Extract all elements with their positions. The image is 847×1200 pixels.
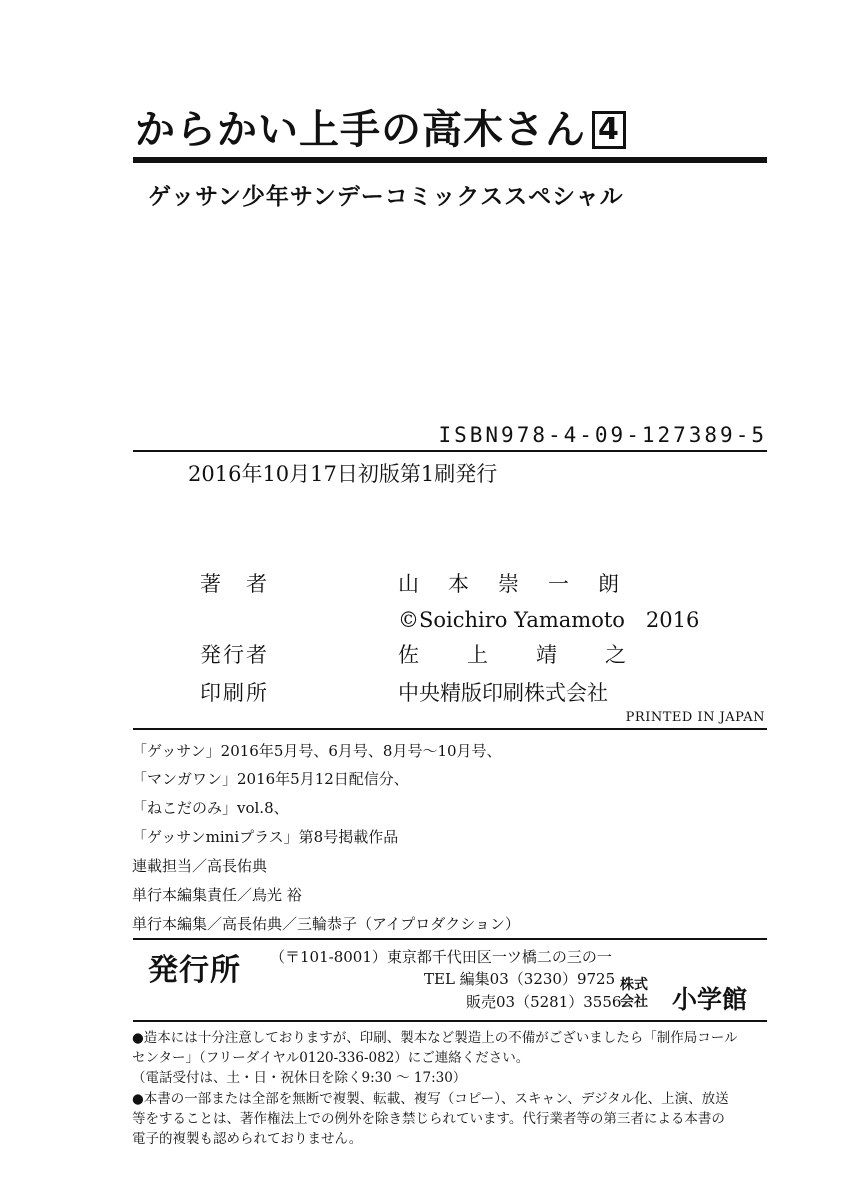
editor-in-charge: 連載担当／高長佑典 bbox=[132, 857, 268, 875]
company-type bbox=[620, 977, 648, 1011]
series-name: ゲッサン少年サンデーコミックススペシャル bbox=[148, 184, 624, 210]
volume-number: 4 bbox=[592, 111, 626, 149]
edition-date: 2016年10月17日初版第1刷発行 bbox=[188, 462, 498, 486]
publisher-tel-sales: 販売03（5281）3556 bbox=[466, 993, 622, 1011]
isbn-rule bbox=[133, 450, 767, 452]
notices-rule bbox=[133, 1020, 767, 1022]
serialization-line: 「マンガワン」2016年5月12日配信分、 bbox=[132, 770, 409, 788]
credit-value-author: 山 本 崇 一 朗 bbox=[398, 572, 623, 596]
notice-line: センター」（フリーダイヤル0120-336-082）にご連絡ください。 bbox=[132, 1050, 530, 1066]
credit-label-printer: 印刷所 bbox=[200, 681, 269, 705]
publisher-top-rule bbox=[133, 938, 767, 940]
serialization-line: 「ゲッサンminiプラス」第8号掲載作品 bbox=[132, 828, 399, 846]
credit-value-publisher: 佐 上 靖 之 bbox=[398, 643, 628, 667]
publisher-address: （〒101-8001）東京都千代田区一ツ橋二の三の一 bbox=[270, 948, 612, 966]
credit-label-author: 著 者 bbox=[200, 572, 269, 596]
notice-line: ●造本には十分注意しておりますが、印刷、製本など製造上の不備がございましたら「制作局コール bbox=[132, 1030, 738, 1046]
printed-in-japan: PRINTED IN JAPAN bbox=[625, 710, 765, 725]
company-type-kabushiki: 株式 bbox=[620, 977, 648, 993]
serialization-line: 「ゲッサン」2016年5月号、6月号、8月号～10月号、 bbox=[132, 742, 502, 760]
book-title bbox=[135, 98, 626, 155]
title-rule bbox=[133, 157, 767, 163]
isbn: ISBN978-4-09-127389-5 bbox=[438, 423, 767, 447]
notice-line: （電話受付は、土・日・祝休日を除く9:30 ～ 17:30） bbox=[132, 1070, 467, 1086]
book-title-text: からかい上手の高木さん bbox=[135, 107, 586, 153]
notice-line: ●本書の一部または全部を無断で複製、転載、複写（コピー）、スキャン、デジタル化、上演、放送 bbox=[132, 1091, 729, 1107]
notice-line: 等をすることは、著作権法上での例外を除き禁じられています。代行業者等の第三者による本書の bbox=[132, 1111, 725, 1127]
credit-value-printer: 中央精版印刷株式会社 bbox=[398, 681, 608, 705]
company-type-kaisha: 会社 bbox=[620, 994, 648, 1010]
publisher-tel-editorial: TEL 編集03（3230）9725 bbox=[424, 970, 616, 988]
volume-editor-chief: 単行本編集責任／鳥光 裕 bbox=[132, 886, 302, 904]
publisher-name: 小学館 bbox=[672, 985, 748, 1014]
copyright-line: ©Soichiro Yamamoto 2016 bbox=[398, 608, 700, 632]
serialization-line: 「ねこだのみ」vol.8、 bbox=[132, 799, 289, 817]
notice-line: 電子的複製も認められておりません。 bbox=[132, 1131, 363, 1147]
volume-editors: 単行本編集／高長佑典／三輪恭子（アイプロダクション） bbox=[132, 915, 520, 933]
publisher-label: 発行所 bbox=[148, 953, 241, 988]
credits-rule bbox=[133, 728, 767, 730]
credit-label-publisher: 発行者 bbox=[200, 643, 269, 667]
